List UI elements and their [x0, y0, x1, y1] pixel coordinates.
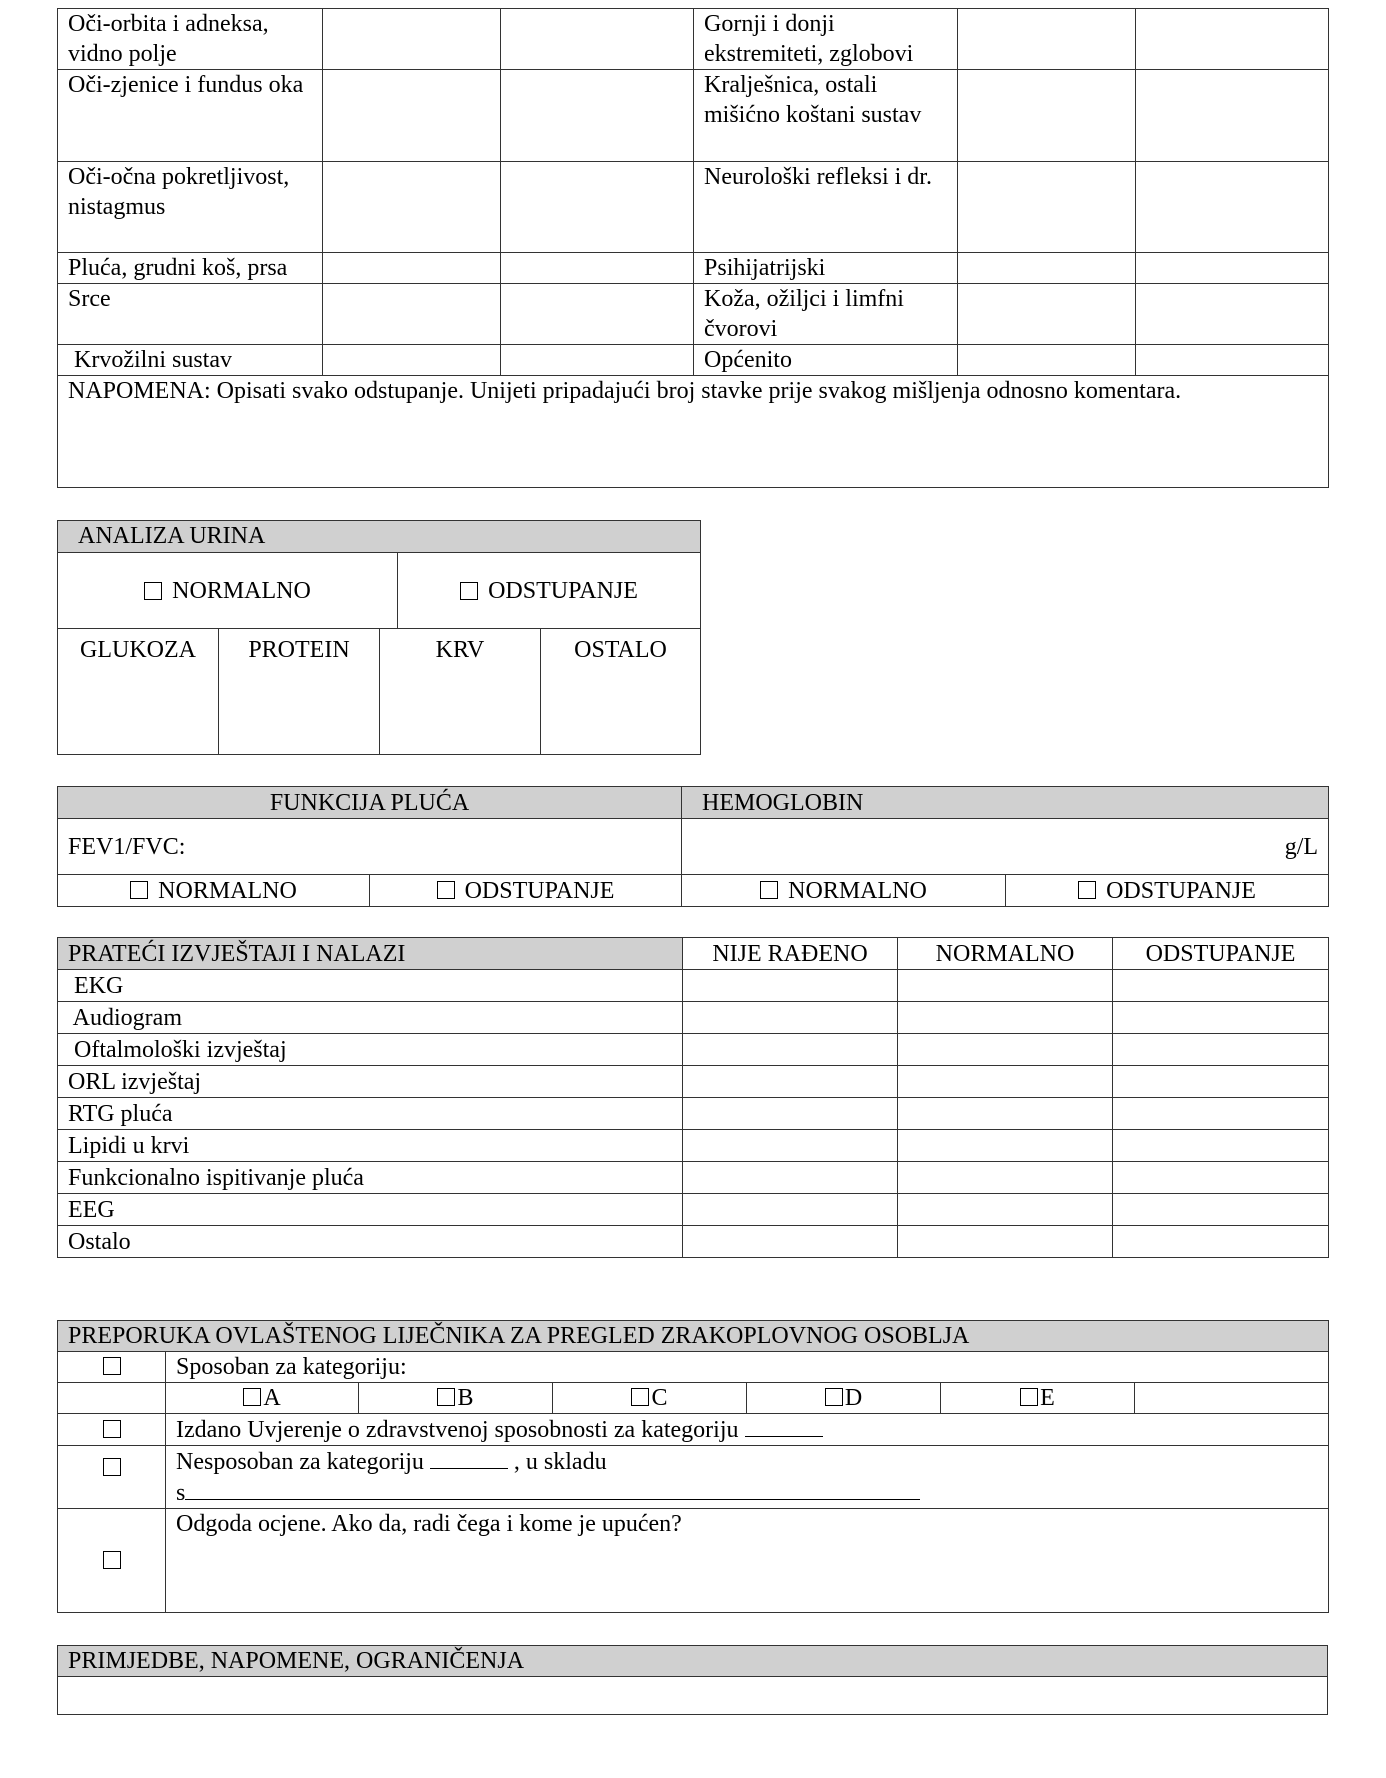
- remarks-table: [57, 1645, 1328, 1715]
- category-label: A: [263, 1385, 281, 1411]
- report-cell[interactable]: [1113, 1194, 1329, 1226]
- hb-deviation-label: ODSTUPANJE: [1106, 877, 1256, 904]
- exam-cell[interactable]: [958, 162, 1136, 253]
- hb-normal-label: NORMALNO: [788, 877, 927, 904]
- lung-hb-table: [57, 786, 1329, 907]
- defer-option[interactable]: [58, 1509, 166, 1613]
- report-cell[interactable]: [683, 970, 898, 1002]
- exam-cell[interactable]: [1136, 345, 1329, 376]
- urine-column[interactable]: GLUKOZA: [58, 629, 219, 755]
- report-cell[interactable]: [898, 1130, 1113, 1162]
- unfit-label: Nesposoban za kategoriju: [176, 1449, 424, 1475]
- report-cell[interactable]: [1113, 1226, 1329, 1258]
- report-cell[interactable]: [683, 1002, 898, 1034]
- lung-deviation-label: ODSTUPANJE: [464, 877, 615, 904]
- exam-item: Neurološki refleksi i dr.: [694, 162, 958, 253]
- remarks-title: PRIMJEDBE, NAPOMENE, OGRANIČENJA: [58, 1646, 1328, 1677]
- checkbox-icon[interactable]: [825, 1388, 843, 1406]
- report-cell[interactable]: [898, 1034, 1113, 1066]
- table-row: [58, 1098, 1329, 1130]
- exam-cell[interactable]: [1136, 70, 1329, 162]
- recommendation-title: PREPORUKA OVLAŠTENOG LIJEČNIKA ZA PREGLED ZRAKOPLOVNOG OSOBLJA: [58, 1321, 1329, 1352]
- report-cell[interactable]: [683, 1098, 898, 1130]
- exam-item: Oči-zjenice i fundus oka: [58, 70, 323, 162]
- report-cell[interactable]: [683, 1162, 898, 1194]
- reports-table: [57, 937, 1329, 1258]
- fev-field[interactable]: FEV1/FVC:: [58, 819, 682, 875]
- table-row: [58, 1162, 1329, 1194]
- category-label: E: [1040, 1385, 1055, 1411]
- exam-item: Općenito: [694, 345, 958, 376]
- lung-normal-option[interactable]: [58, 875, 370, 907]
- exam-item: Oči-orbita i adneksa, vidno polje: [58, 9, 323, 70]
- checkbox-icon[interactable]: [631, 1388, 649, 1406]
- unfit-option[interactable]: [58, 1446, 166, 1509]
- reports-col-header: ODSTUPANJE: [1113, 938, 1329, 970]
- exam-item: Srce: [58, 284, 323, 345]
- category-option-a[interactable]: [166, 1383, 359, 1414]
- issued-category-blank[interactable]: [745, 1414, 823, 1437]
- exam-item: Gornji i donji ekstremiteti, zglobovi: [694, 9, 958, 70]
- checkbox-icon[interactable]: [103, 1357, 121, 1375]
- checkbox-icon[interactable]: [144, 582, 162, 600]
- category-option-d[interactable]: [747, 1383, 941, 1414]
- lung-title: FUNKCIJA PLUĆA: [58, 787, 682, 819]
- checkbox-icon[interactable]: [243, 1388, 261, 1406]
- table-row: [58, 1130, 1329, 1162]
- category-option-e[interactable]: [941, 1383, 1135, 1414]
- fit-label: Sposoban za kategoriju:: [166, 1352, 1329, 1383]
- category-option-c[interactable]: [553, 1383, 747, 1414]
- exam-item: Oči-očna pokretljivost, nistagmus: [58, 162, 323, 253]
- checkbox-icon[interactable]: [437, 881, 455, 899]
- exam-cell[interactable]: [323, 162, 501, 253]
- category-option-b[interactable]: [359, 1383, 553, 1414]
- exam-cell[interactable]: [1136, 253, 1329, 284]
- table-row: [58, 1194, 1329, 1226]
- exam-cell[interactable]: [958, 9, 1136, 70]
- report-cell[interactable]: [1113, 1002, 1329, 1034]
- report-cell[interactable]: [1113, 1034, 1329, 1066]
- urine-deviation-option[interactable]: [398, 553, 700, 628]
- reports-title: PRATEĆI IZVJEŠTAJI I NALAZI: [58, 938, 683, 970]
- report-cell[interactable]: [683, 1066, 898, 1098]
- unfit-label-2: , u skladu: [513, 1449, 607, 1475]
- checkbox-icon[interactable]: [103, 1551, 121, 1569]
- table-row: [58, 1002, 1329, 1034]
- reports-col-header: NORMALNO: [898, 938, 1113, 970]
- exam-cell[interactable]: [323, 345, 501, 376]
- report-cell[interactable]: [1113, 1066, 1329, 1098]
- report-label: EEG: [58, 1194, 683, 1226]
- report-cell[interactable]: [898, 1066, 1113, 1098]
- table-row: [58, 1226, 1329, 1258]
- report-label: RTG pluća: [58, 1098, 683, 1130]
- hb-unit[interactable]: g/L: [682, 819, 1329, 875]
- unfit-reason-blank[interactable]: [185, 1477, 920, 1500]
- report-label: Audiogram: [58, 1002, 683, 1034]
- defer-label[interactable]: Odgoda ocjene. Ako da, radi čega i kome je upućen?: [166, 1509, 1329, 1613]
- checkbox-icon[interactable]: [437, 1388, 455, 1406]
- hb-title: HEMOGLOBIN: [682, 787, 1329, 819]
- exam-table: [57, 8, 1329, 488]
- exam-item: Koža, ožiljci i limfni čvorovi: [694, 284, 958, 345]
- checkbox-icon[interactable]: [1078, 881, 1096, 899]
- exam-cell[interactable]: [958, 345, 1136, 376]
- exam-cell[interactable]: [323, 9, 501, 70]
- empty-cell: [58, 1383, 166, 1414]
- report-label: Funkcionalno ispitivanje pluća: [58, 1162, 683, 1194]
- report-cell[interactable]: [1113, 1162, 1329, 1194]
- urine-normal-option[interactable]: [58, 553, 398, 628]
- report-cell[interactable]: [683, 1034, 898, 1066]
- exam-cell[interactable]: [501, 9, 694, 70]
- category-label: B: [457, 1385, 474, 1411]
- exam-cell[interactable]: [1136, 162, 1329, 253]
- report-cell[interactable]: [683, 1226, 898, 1258]
- table-row: [58, 970, 1329, 1002]
- issued-label: Izdano Uvjerenje o zdravstvenoj sposobnosti za kategoriju: [176, 1417, 739, 1443]
- exam-cell[interactable]: [958, 284, 1136, 345]
- report-label: Oftalmološki izvještaj: [58, 1034, 683, 1066]
- lung-normal-label: NORMALNO: [158, 877, 297, 904]
- report-cell[interactable]: [1113, 970, 1329, 1002]
- exam-item: Psihijatrijski: [694, 253, 958, 284]
- unfit-row: [166, 1446, 1329, 1509]
- table-row: [58, 1034, 1329, 1066]
- recommendation-table: [57, 1320, 1329, 1613]
- report-cell[interactable]: [683, 1130, 898, 1162]
- report-cell[interactable]: [1113, 1130, 1329, 1162]
- checkbox-icon[interactable]: [1020, 1388, 1038, 1406]
- report-cell[interactable]: [898, 1002, 1113, 1034]
- exam-cell[interactable]: [323, 70, 501, 162]
- report-label: ORL izvještaj: [58, 1066, 683, 1098]
- report-cell[interactable]: [898, 1098, 1113, 1130]
- exam-cell[interactable]: [501, 253, 694, 284]
- report-cell[interactable]: [898, 970, 1113, 1002]
- urine-column[interactable]: KRV: [380, 629, 541, 755]
- exam-note[interactable]: NAPOMENA: Opisati svako odstupanje. Unijeti pripadajući broj stavke prije svakog mišljenja odnosno komentara.: [58, 376, 1329, 488]
- report-cell[interactable]: [898, 1194, 1113, 1226]
- hb-normal-option[interactable]: [682, 875, 1006, 907]
- exam-cell[interactable]: [958, 70, 1136, 162]
- exam-cell[interactable]: [1136, 9, 1329, 70]
- urine-table: [57, 520, 701, 755]
- exam-cell[interactable]: [501, 284, 694, 345]
- report-label: Ostalo: [58, 1226, 683, 1258]
- exam-cell[interactable]: [501, 70, 694, 162]
- table-row: [58, 1066, 1329, 1098]
- remarks-field[interactable]: [58, 1677, 1328, 1715]
- checkbox-icon[interactable]: [130, 881, 148, 899]
- unfit-category-blank[interactable]: [430, 1446, 508, 1469]
- exam-cell[interactable]: [501, 162, 694, 253]
- fit-option[interactable]: [58, 1352, 166, 1383]
- checkbox-icon[interactable]: [103, 1420, 121, 1438]
- issued-row: [166, 1414, 1329, 1446]
- issued-option[interactable]: [58, 1414, 166, 1446]
- reports-col-header: NIJE RAĐENO: [683, 938, 898, 970]
- checkbox-icon[interactable]: [760, 881, 778, 899]
- exam-item: Krvožilni sustav: [58, 345, 323, 376]
- exam-cell[interactable]: [501, 345, 694, 376]
- empty-cell: [1135, 1383, 1329, 1414]
- report-cell[interactable]: [898, 1226, 1113, 1258]
- checkbox-icon[interactable]: [103, 1458, 121, 1476]
- exam-cell[interactable]: [323, 253, 501, 284]
- urine-column[interactable]: PROTEIN: [219, 629, 380, 755]
- hb-deviation-option[interactable]: [1006, 875, 1329, 907]
- exam-cell[interactable]: [323, 284, 501, 345]
- lung-deviation-option[interactable]: [370, 875, 682, 907]
- category-label: C: [651, 1385, 668, 1411]
- exam-item: Pluća, grudni koš, prsa: [58, 253, 323, 284]
- checkbox-icon[interactable]: [460, 582, 478, 600]
- exam-cell[interactable]: [958, 253, 1136, 284]
- report-label: EKG: [58, 970, 683, 1002]
- exam-item: Kralješnica, ostali mišićno koštani sustav: [694, 70, 958, 162]
- urine-column[interactable]: OSTALO: [541, 629, 701, 755]
- unfit-label-3: s: [176, 1480, 186, 1506]
- exam-cell[interactable]: [1136, 284, 1329, 345]
- urine-normal-label: NORMALNO: [172, 577, 311, 604]
- urine-deviation-label: ODSTUPANJE: [488, 577, 638, 604]
- report-cell[interactable]: [1113, 1098, 1329, 1130]
- category-label: D: [844, 1385, 863, 1411]
- report-cell[interactable]: [898, 1162, 1113, 1194]
- report-cell[interactable]: [683, 1194, 898, 1226]
- urine-title: ANALIZA URINA: [58, 521, 701, 553]
- report-label: Lipidi u krvi: [58, 1130, 683, 1162]
